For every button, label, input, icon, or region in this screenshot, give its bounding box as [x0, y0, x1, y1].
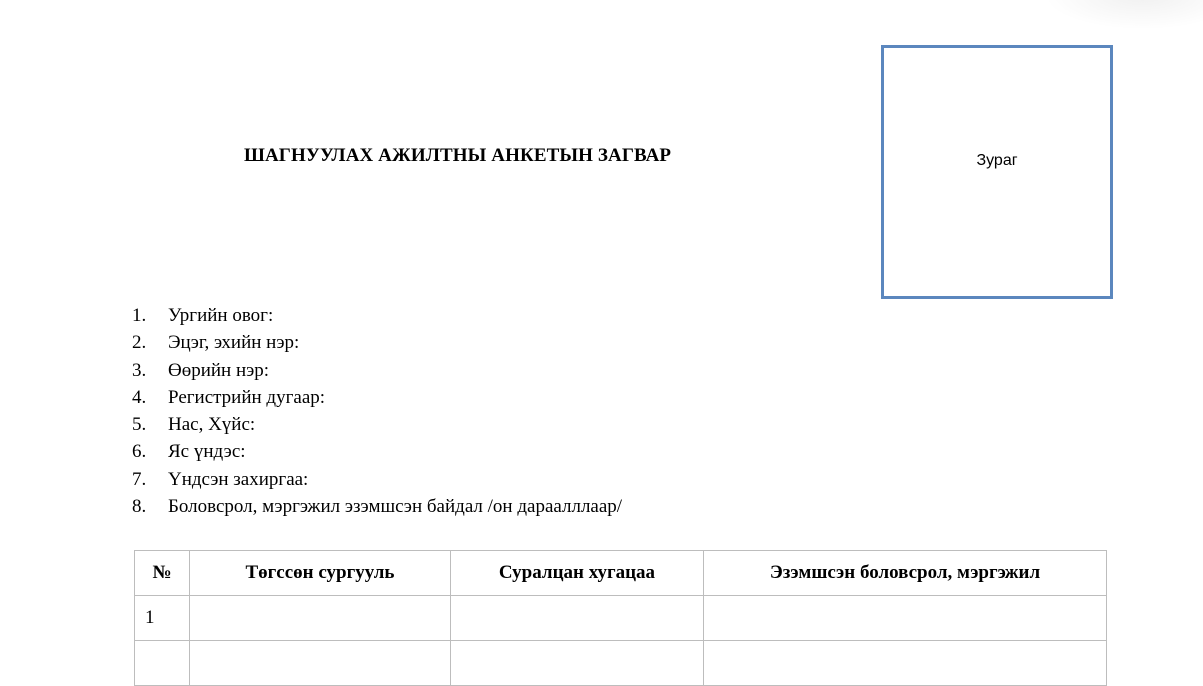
table-cell[interactable]	[190, 641, 451, 686]
field-ethnicity	[132, 438, 622, 465]
table-header-row	[135, 551, 1107, 596]
header-degree: Эзэмшсэн боловсрол, мэргэжил	[704, 551, 1107, 596]
table-cell[interactable]	[451, 596, 704, 641]
field-origin-administration	[132, 466, 622, 493]
field-label: Боловсрол, мэргэжил эзэмшсэн байдал /он дараалллаар/	[168, 496, 623, 518]
table-cell[interactable]	[135, 641, 190, 686]
header-school: Төгссөн сургууль	[190, 551, 451, 596]
field-label: Регистрийн дугаар:	[168, 386, 326, 408]
questionnaire-fields-list	[132, 302, 622, 520]
table-cell[interactable]: 1	[135, 596, 190, 641]
field-given-name	[132, 357, 622, 384]
field-registration-number	[132, 384, 622, 411]
header-study-period: Суралцан хугацаа	[451, 551, 704, 596]
table-cell[interactable]	[451, 641, 704, 686]
field-label: Яс үндэс:	[168, 441, 246, 463]
field-number: 8.	[132, 496, 147, 518]
field-label: Нас, Хүйс:	[168, 414, 256, 436]
header-number: №	[135, 551, 190, 596]
photo-placeholder-box	[881, 45, 1113, 299]
field-parent-name	[132, 329, 622, 356]
table-cell[interactable]	[190, 596, 451, 641]
field-label: Эцэг, эхийн нэр:	[168, 332, 300, 354]
education-table	[134, 550, 1107, 686]
photo-label: Зураг	[976, 152, 1018, 169]
field-number: 4.	[132, 386, 147, 408]
field-number: 1.	[132, 305, 147, 326]
field-education-history	[132, 493, 622, 520]
table-cell[interactable]	[704, 641, 1107, 686]
page-corner-shadow	[1043, 0, 1203, 30]
field-clan-name	[132, 302, 622, 329]
field-label: Үндсэн захиргаа:	[168, 468, 309, 490]
table-row	[135, 596, 1107, 641]
table-row	[135, 641, 1107, 686]
table-cell[interactable]	[704, 596, 1107, 641]
field-label: Өөрийн нэр:	[168, 359, 270, 381]
field-number: 3.	[132, 359, 147, 381]
field-number: 2.	[132, 332, 147, 354]
document-title: ШАГНУУЛАХ АЖИЛТНЫ АНКЕТЫН ЗАГВАР	[244, 145, 672, 166]
field-number: 6.	[132, 441, 147, 463]
field-label: Ургийн овог:	[168, 305, 274, 326]
field-age-gender	[132, 411, 622, 438]
field-number: 7.	[132, 468, 147, 490]
field-number: 5.	[132, 414, 147, 436]
